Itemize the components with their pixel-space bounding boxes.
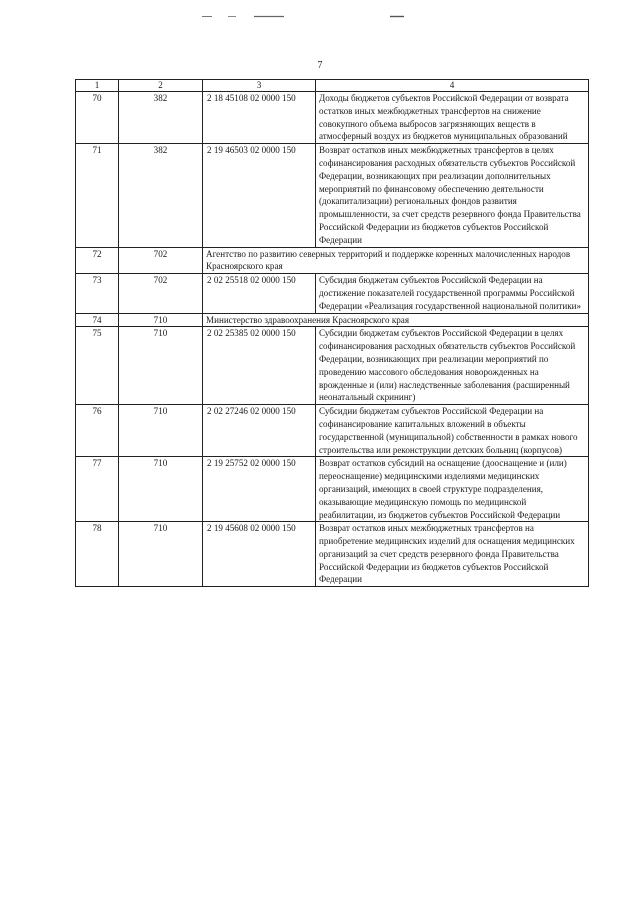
table-row — [76, 457, 589, 522]
admin-code-cell: 702 — [119, 274, 203, 313]
table-header-row — [76, 80, 589, 92]
admin-code-cell: 710 — [119, 457, 203, 522]
description-cell: Возврат остатков иных межбюджетных трансфертов на приобретение медицинских изделий для оснащения медицинских организаций за счет средств резервного фонда Правительства Российской Федерации из бюджетов субъектов Российской Федерации — [316, 522, 589, 587]
admin-code-cell: 382 — [119, 144, 203, 247]
description-cell: Возврат остатков субсидий на оснащение (дооснащение и (или) переоснащение) медицинскими изделиями медицинских организаций, имеющих в своей структуре подразделения, оказывающие медицинскую помощь по медицинской реабилитации, из бюджетов субъектов Российской Федерации — [316, 457, 589, 522]
row-number-cell: 70 — [76, 92, 119, 144]
description-cell: Субсидия бюджетам субъектов Российской Федерации на достижение показателей государственной программы Российской Федерации «Реализация государственной национальной политики» — [316, 274, 589, 313]
page-number: 7 — [317, 60, 323, 71]
row-number-cell: 71 — [76, 144, 119, 247]
budget-code-cell: 2 19 46503 02 0000 150 — [203, 144, 316, 247]
description-cell: Субсидии бюджетам субъектов Российской Федерации на софинансирование капитальных вложений в объекты государственной (муниципальной) собственности в рамках нового строительства или реконструкции детских больниц (корпусов) — [316, 405, 589, 457]
description-cell: Субсидии бюджетам субъектов Российской Федерации в целях софинансирования расходных обязательств субъектов Российской Федерации, возникающих при реализации мероприятий по проведению массового обследования новорожденных на врожденные и (или) наследственные заболевания (расширенный неонатальный скрининг) — [316, 327, 589, 405]
description-cell: Доходы бюджетов субъектов Российской Федерации от возврата остатков иных межбюджетных трансфертов на снижение совокупного объема выбросов загрязняющих веществ в атмосферный воздух из бюджетов муниципальных образований — [316, 92, 589, 144]
table-row — [76, 327, 589, 405]
admin-code-cell: 710 — [119, 327, 203, 405]
budget-classification-table — [75, 79, 589, 587]
table-row — [76, 522, 589, 587]
table-row — [76, 144, 589, 247]
header-cell: 3 — [203, 80, 316, 92]
budget-code-cell: 2 02 25385 02 0000 150 — [203, 327, 316, 405]
admin-code-cell: 382 — [119, 92, 203, 144]
row-number-cell: 74 — [76, 313, 119, 327]
header-cell: 1 — [76, 80, 119, 92]
scan-artifacts — [0, 0, 640, 30]
row-number-cell: 75 — [76, 327, 119, 405]
budget-code-cell: 2 02 27246 02 0000 150 — [203, 405, 316, 457]
table-row — [76, 92, 589, 144]
administrator-name-cell: Министерство здравоохранения Красноярского края — [203, 313, 589, 327]
admin-code-cell: 702 — [119, 247, 203, 274]
admin-code-cell: 710 — [119, 405, 203, 457]
budget-code-cell: 2 02 25518 02 0000 150 — [203, 274, 316, 313]
row-number-cell: 73 — [76, 274, 119, 313]
admin-code-cell: 710 — [119, 522, 203, 587]
budget-code-cell: 2 19 45608 02 0000 150 — [203, 522, 316, 587]
table-row — [76, 274, 589, 313]
row-number-cell: 78 — [76, 522, 119, 587]
table-row — [76, 313, 589, 327]
row-number-cell: 72 — [76, 247, 119, 274]
budget-code-cell: 2 19 25752 02 0000 150 — [203, 457, 316, 522]
description-cell: Возврат остатков иных межбюджетных трансфертов в целях софинансирования расходных обязательств субъектов Российской Федерации, возникающих при реализации дополнительных мероприятий по финансовому обеспечению деятельности (докапитализации) региональных фондов развития промышленности, за счет средств резервного фонда Правительства Российской Федерации из бюджетов субъектов Российской Федерации — [316, 144, 589, 247]
administrator-name-cell: Агентство по развитию северных территорий и поддержке коренных малочисленных народов Красноярского края — [203, 247, 589, 274]
header-cell: 4 — [316, 80, 589, 92]
budget-code-cell: 2 18 45108 02 0000 150 — [203, 92, 316, 144]
row-number-cell: 76 — [76, 405, 119, 457]
header-cell: 2 — [119, 80, 203, 92]
table-row — [76, 405, 589, 457]
row-number-cell: 77 — [76, 457, 119, 522]
admin-code-cell: 710 — [119, 313, 203, 327]
table-row — [76, 247, 589, 274]
